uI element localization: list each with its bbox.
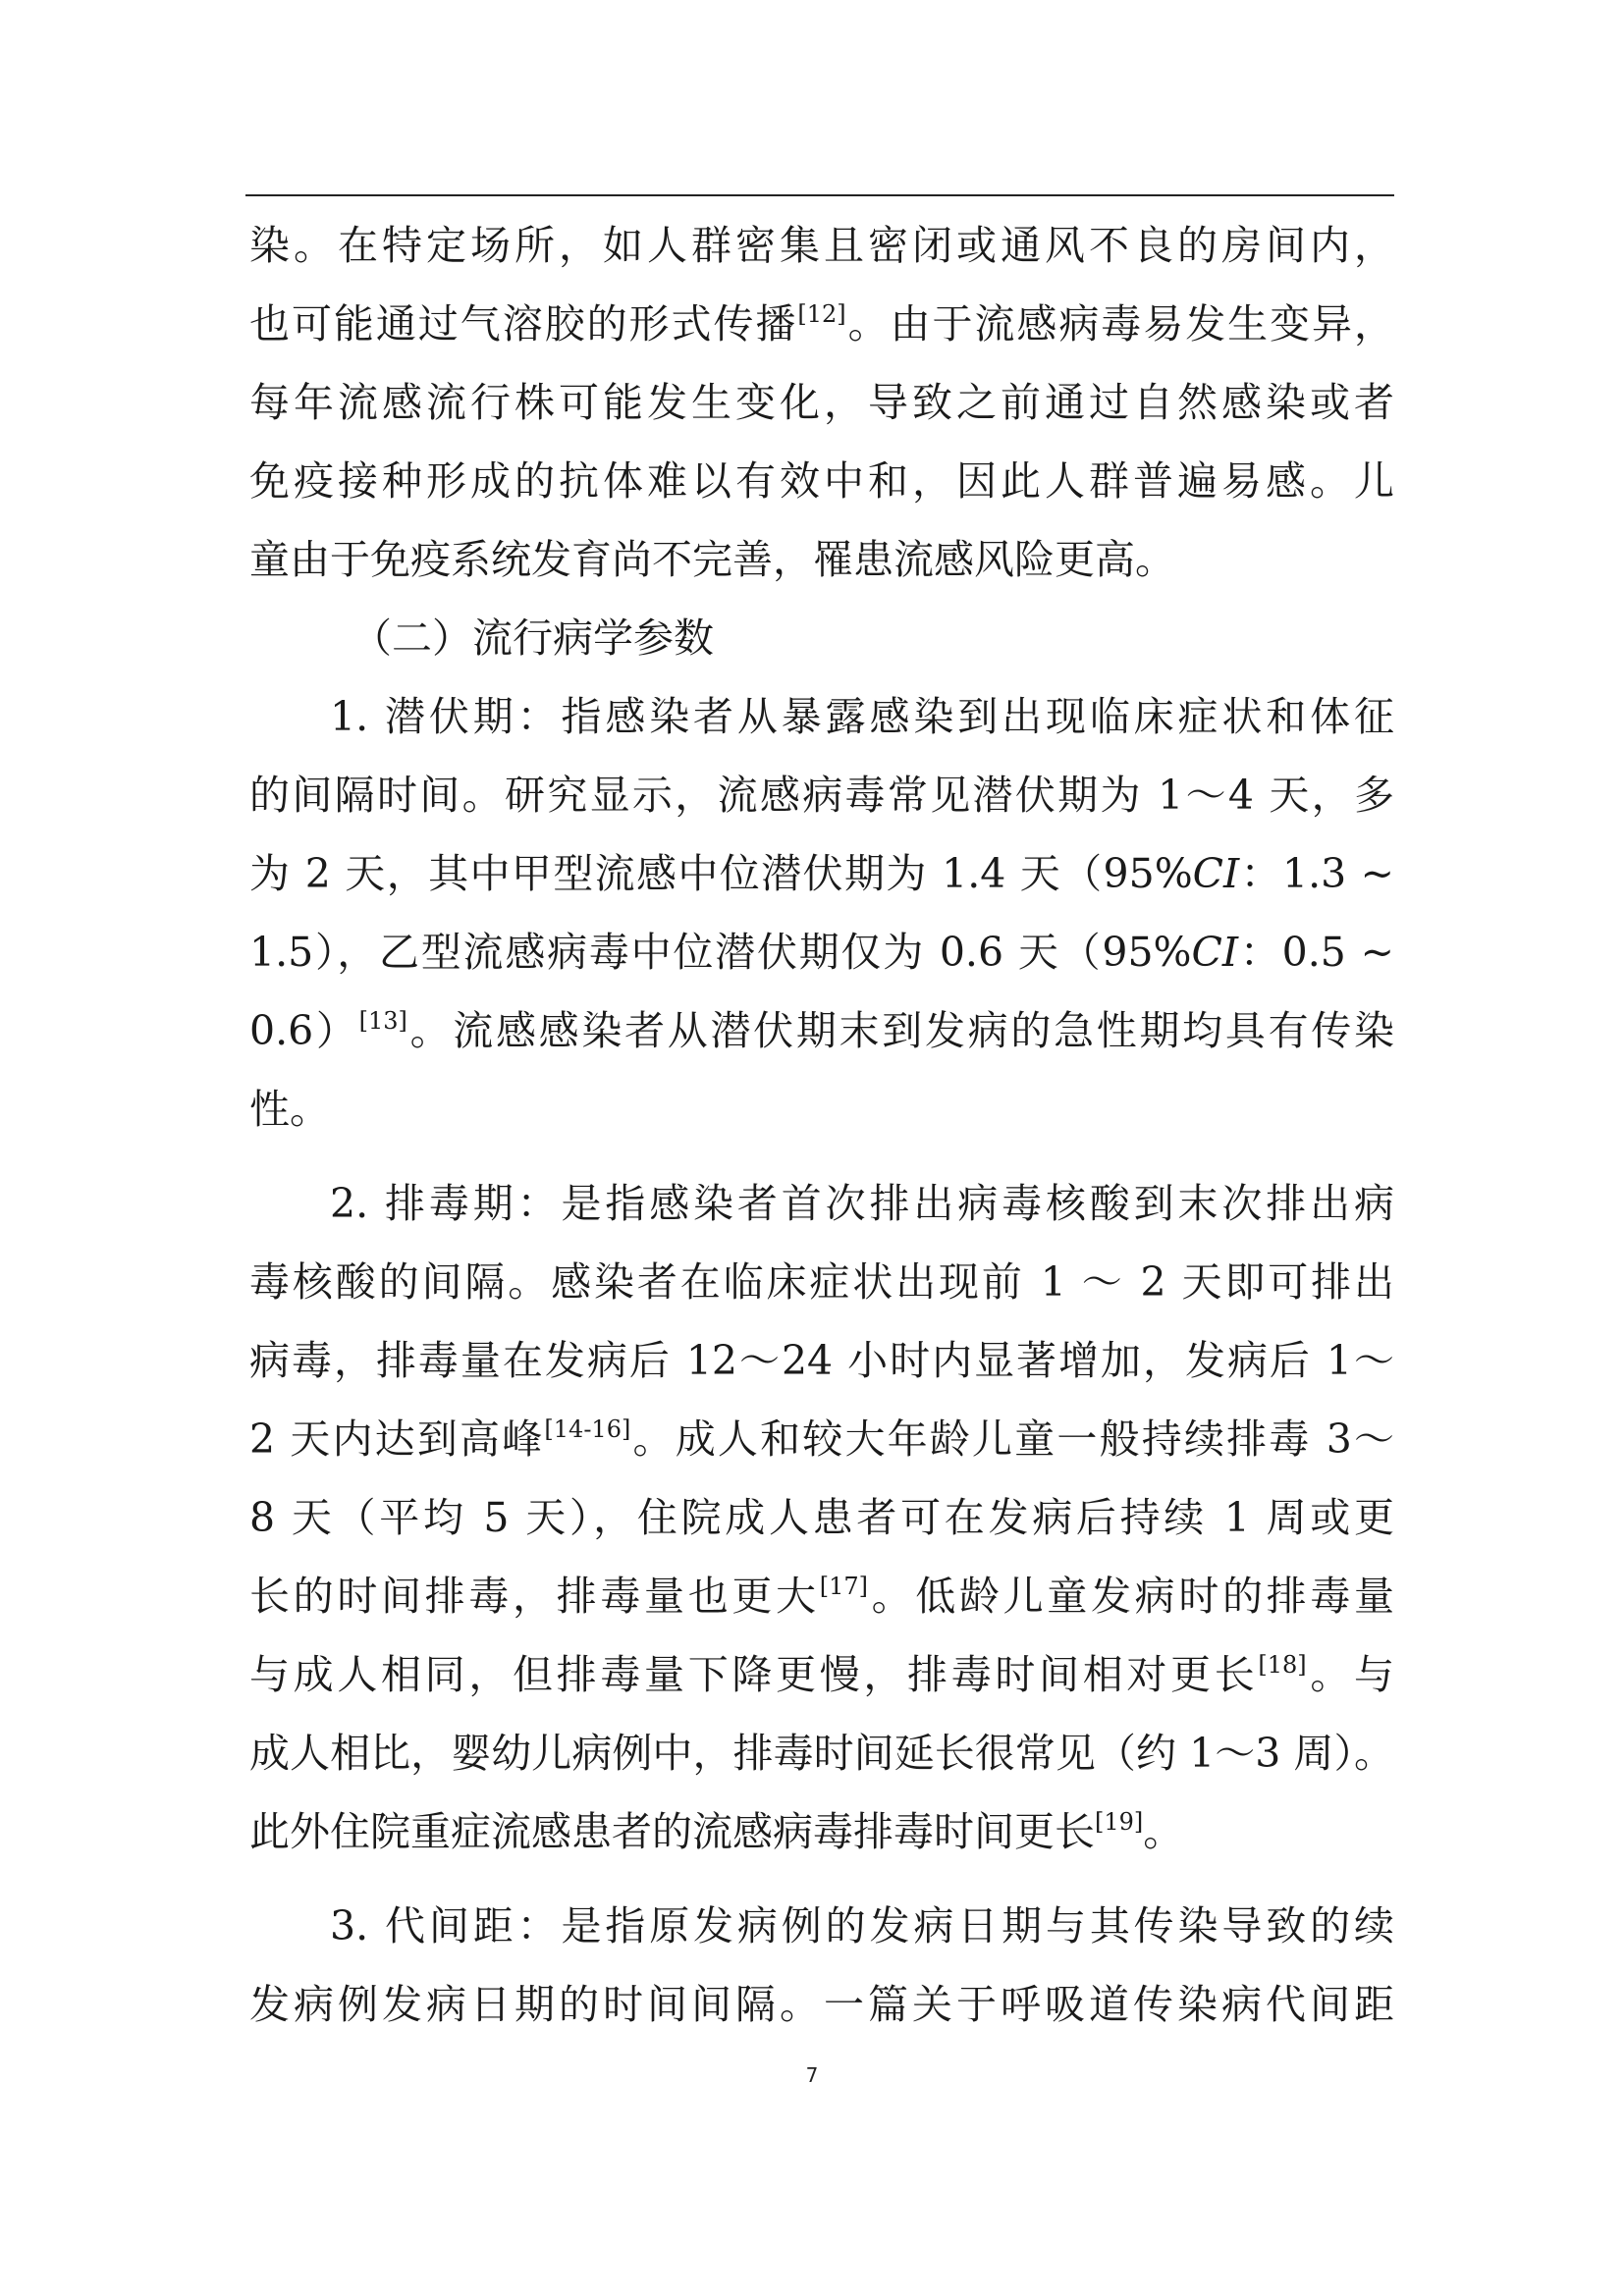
citation-ref[interactable]: [13] [358,1007,407,1035]
paragraph-gap [249,1148,1394,1164]
text-line: 长的时间排毒，排毒量也更大[17]。低龄儿童发病时的排毒量 [249,1573,1394,1620]
text-line: 此外住院重症流感患者的流感病毒排毒时间更长[19]。 [249,1808,1184,1855]
text-line: 染。在特定场所，如人群密集且密闭或通风不良的房间内， [249,222,1394,269]
text-line: 8 天（平均 5 天），住院成人患者可在发病后持续 1 周或更 [249,1494,1394,1541]
text-line: 每年流感流行株可能发生变化，导致之前通过自然感染或者 [249,379,1394,426]
text-line: 也可能通过气溶胶的形式传播[12]。由于流感病毒易发生变异， [249,300,1395,347]
paragraph-gap [249,1871,1394,1887]
text-line: 1. 潜伏期：指感染者从暴露感染到出现临床症状和体征 [330,693,1394,740]
citation-ref[interactable]: [17] [819,1573,868,1600]
body-text [249,206,1394,2044]
header-rule [245,194,1394,196]
text-line: 0.6）[13]。流感感染者从潜伏期末到发病的急性期均具有传染 [249,1007,1394,1054]
citation-ref[interactable]: [14-16] [544,1415,631,1443]
text-line: 童由于免疫系统发育尚不完善，罹患流感风险更高。 [249,536,1175,583]
text-line: 的间隔时间。研究显示，流感病毒常见潜伏期为 1～4 天，多 [249,772,1394,819]
text-line: 成人相比，婴幼儿病例中，排毒时间延长很常见（约 1～3 周）。 [249,1730,1394,1777]
text-line: 2. 排毒期：是指感染者首次排出病毒核酸到末次排出病 [330,1180,1394,1227]
text-line: 免疫接种形成的抗体难以有效中和，因此人群普遍易感。儿 [249,457,1394,505]
text-line: 3. 代间距：是指原发病例的发病日期与其传染导致的续 [330,1902,1394,1949]
text-line: 毒核酸的间隔。感染者在临床症状出现前 1 ～ 2 天即可排出 [249,1258,1394,1306]
text-line: 2 天内达到高峰[14-16]。成人和较大年龄儿童一般持续排毒 3～ [249,1415,1394,1463]
text-line: 性。 [249,1086,330,1133]
citation-ref[interactable]: [18] [1258,1651,1307,1679]
text-line: 发病例发病日期的时间间隔。一篇关于呼吸道传染病代间距 [249,1981,1394,2028]
text-line: 与成人相同，但排毒量下降更慢，排毒时间相对更长[18]。与 [249,1651,1395,1698]
page-number: 7 [805,2063,819,2087]
citation-ref[interactable]: [12] [797,300,846,328]
citation-ref[interactable]: [19] [1095,1808,1144,1836]
section-heading: （二）流行病学参数 [352,614,714,662]
text-line: 为 2 天，其中甲型流感中位潜伏期为 1.4 天（95%CI：1.3 ~ [249,850,1394,897]
text-line: 病毒，排毒量在发病后 12～24 小时内显著增加，发病后 1～ [249,1337,1394,1384]
text-line: 1.5），乙型流感病毒中位潜伏期仅为 0.6 天（95%CI：0.5 ~ [249,929,1394,976]
